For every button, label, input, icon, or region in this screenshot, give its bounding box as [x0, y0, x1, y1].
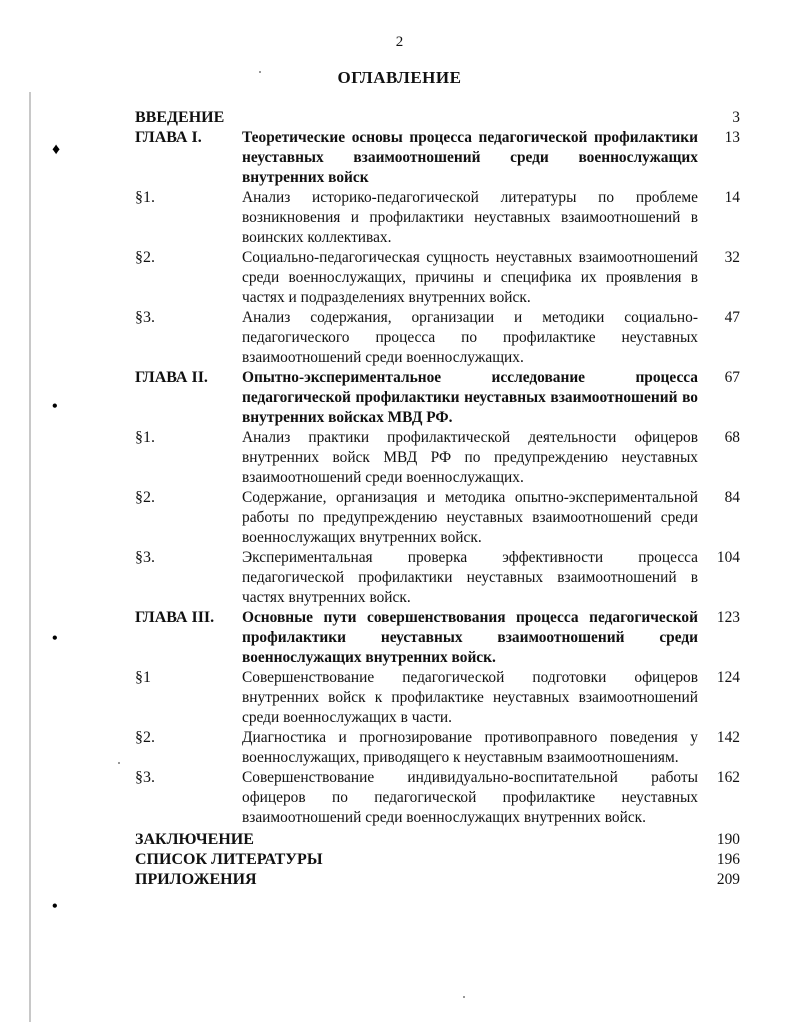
toc-entry-label: СПИСОК ЛИТЕРАТУРЫ: [135, 851, 323, 868]
toc-entry-page: 13: [724, 129, 740, 146]
toc-entry-page: 14: [724, 189, 740, 206]
toc-entry: [135, 728, 740, 768]
toc-entry-title: Теоретические основы процесса педагогической профилактики неуставных взаимоотношений среди военнослужащих внутренних войск: [242, 129, 698, 186]
toc-entry-label: ГЛАВА I.: [135, 129, 202, 146]
toc-entry: [135, 608, 740, 668]
page-number: 2: [395, 34, 404, 50]
toc-entry-label: ВВЕДЕНИЕ: [135, 109, 225, 126]
toc-entry-label: ЗАКЛЮЧЕНИЕ: [135, 831, 254, 848]
toc-entry-page: 47: [724, 309, 740, 326]
toc-entry: [135, 308, 740, 368]
toc-entry-title: Опытно-экспериментальное исследование процесса педагогической профилактики неуставных взаимоотношений во внутренних войсках МВД РФ.: [242, 369, 698, 426]
toc-entry-label: §1: [135, 669, 151, 686]
scan-mark: ♦: [52, 141, 61, 158]
toc-entry: [135, 428, 740, 488]
scan-margin-line: [29, 92, 31, 1022]
toc-entry-title: Совершенствование педагогической подготовки офицеров внутренних войск к профилактике неуставных взаимоотношений среди военнослужащих в части.: [242, 669, 698, 726]
toc-entry-page: 209: [716, 871, 740, 888]
toc-entry-label: §2.: [135, 489, 155, 506]
scan-mark: •: [52, 398, 58, 415]
toc-entry-title: Диагностика и прогнозирование противоправного поведения у военнослужащих, приводящего к неуставным взаимоотношениям.: [242, 729, 698, 766]
toc-entry: [135, 108, 740, 128]
scan-speck: [118, 762, 120, 764]
toc-title: ОГЛАВЛЕНИЕ: [337, 68, 462, 87]
toc-entry: [135, 248, 740, 308]
toc-entry: [135, 368, 740, 428]
toc-entry-page: 84: [724, 489, 740, 506]
toc-entry-page: 190: [716, 831, 740, 848]
toc-entry: [135, 830, 740, 850]
toc-entry-label: §1.: [135, 189, 155, 206]
toc-entry-label: ГЛАВА III.: [135, 609, 215, 626]
toc-entry-page: 124: [716, 669, 740, 686]
toc-entry-page: 196: [716, 851, 740, 868]
toc-entry-label: §2.: [135, 249, 155, 266]
toc-entry-page: 162: [716, 769, 740, 786]
scan-mark: •: [52, 630, 58, 647]
toc-entry-label: ГЛАВА II.: [135, 369, 208, 386]
toc-entry-page: 142: [716, 729, 740, 746]
toc-entry-label: §3.: [135, 769, 155, 786]
toc-entry-title: Экспериментальная проверка эффективности процесса педагогической профилактики неуставных взаимоотношений в частях внутренних войск.: [242, 549, 698, 606]
toc-entry-label: ПРИЛОЖЕНИЯ: [135, 871, 257, 888]
toc-entry: [135, 768, 740, 828]
toc-entry-page: 32: [724, 249, 740, 266]
toc-entry-title: Анализ историко-педагогической литературы по проблеме возникновения и профилактики неуставных взаимоотношений в воинских коллективах.: [242, 189, 698, 246]
toc-entry-label: §3.: [135, 309, 155, 326]
toc-entry-page: 104: [716, 549, 740, 566]
toc-entry-label: §1.: [135, 429, 155, 446]
toc-entry-label: §2.: [135, 729, 155, 746]
toc-entry-page: 68: [724, 429, 740, 446]
toc-entry: [135, 188, 740, 248]
toc-entry-title: Совершенствование индивидуально-воспитательной работы офицеров по педагогической профилактике неуставных взаимоотношений среди военнослужащих внутренних войск.: [242, 769, 698, 826]
scan-speck: [463, 996, 465, 998]
toc-entry-title: Анализ практики профилактической деятельности офицеров внутренних войск МВД РФ по предупреждению неуставных взаимоотношений среди военнослужащих.: [242, 429, 698, 486]
toc-entry-title: Содержание, организация и методика опытно-экспериментальной работы по предупреждению неуставных взаимоотношений среди военнослужащих внутренних войск.: [242, 489, 698, 546]
toc-entry-title: Социально-педагогическая сущность неуставных взаимоотношений среди военнослужащих, причины и специфика их проявления в частях и подразделениях внутренних войск.: [242, 249, 698, 306]
toc-entry-title: Основные пути совершенствования процесса педагогической профилактики неуставных взаимоотношений среди военнослужащих внутренних войск.: [242, 609, 698, 666]
toc-entry-page: 123: [716, 609, 740, 626]
scan-mark: •: [52, 898, 58, 915]
toc-entry: [135, 128, 740, 188]
table-of-contents: [135, 108, 740, 890]
toc-entry: [135, 850, 740, 870]
toc-entry-label: §3.: [135, 549, 155, 566]
toc-entry-title: Анализ содержания, организации и методики социально-педагогического процесса по профилактике неуставных взаимоотношений среди военнослужащих.: [242, 309, 698, 366]
toc-entry: [135, 668, 740, 728]
toc-entry: [135, 548, 740, 608]
toc-entry-page: 67: [724, 369, 740, 386]
toc-entry: [135, 870, 740, 890]
toc-entry-page: 3: [732, 109, 740, 126]
toc-entry: [135, 488, 740, 548]
